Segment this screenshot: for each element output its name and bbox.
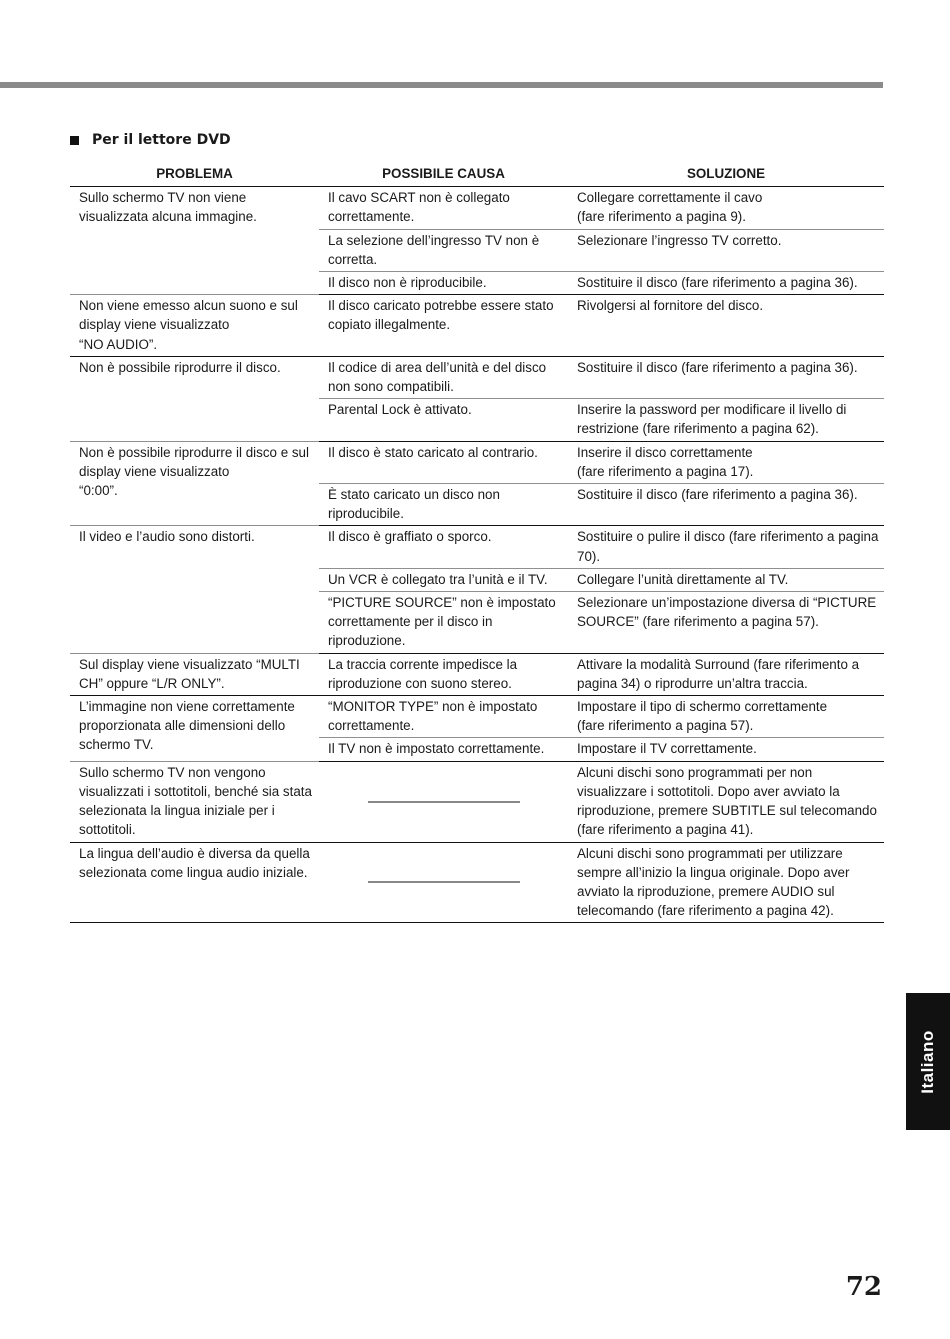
cause-cell: Il TV non è impostato correttamente. — [319, 738, 568, 761]
cause-cell: È stato caricato un disco non riproducibile. — [319, 484, 568, 526]
table-row — [70, 441, 884, 483]
cause-cell: Parental Lock è attivato. — [319, 399, 568, 441]
empty-cause-line — [368, 882, 520, 883]
problem-cell: Sullo schermo TV non vengono visualizzati i sottotitoli, benché sia stata selezionata la lingua iniziale per i sottotitoli. — [70, 761, 319, 842]
header-problem: PROBLEMA — [70, 162, 319, 187]
problem-cell: Non è possibile riprodurre il disco. — [70, 356, 319, 441]
header-solution: SOLUZIONE — [568, 162, 884, 187]
cause-cell-empty — [319, 842, 568, 923]
cause-cell: Il disco è graffiato o sporco. — [319, 526, 568, 568]
square-bullet-icon — [70, 136, 79, 145]
cause-cell: “PICTURE SOURCE” non è impostato correttamente per il disco in riproduzione. — [319, 592, 568, 654]
solution-cell: Sostituire o pulire il disco (fare riferimento a pagina 70). — [568, 526, 884, 568]
language-tab-label: Italiano — [918, 1029, 938, 1094]
problem-cell: La lingua dell’audio è diversa da quella selezionata come lingua audio iniziale. — [70, 842, 319, 923]
table-row — [70, 696, 884, 738]
solution-cell: Attivare la modalità Surround (fare riferimento a pagina 34) o riprodurre un’altra traccia. — [568, 653, 884, 695]
solution-cell: Collegare correttamente il cavo (fare riferimento a pagina 9). — [568, 187, 884, 229]
table-row — [70, 295, 884, 357]
header-cause: POSSIBILE CAUSA — [319, 162, 568, 187]
problem-cell: Sullo schermo TV non viene visualizzata alcuna immagine. — [70, 187, 319, 295]
troubleshooting-table — [70, 162, 884, 923]
solution-cell: Alcuni dischi sono programmati per non visualizzare i sottotitoli. Dopo aver avviato la riproduzione, premere SUBTITLE sul telecomando (fare riferimento a pagina 41). — [568, 761, 884, 842]
table-header-row — [70, 162, 884, 187]
section-heading — [70, 132, 231, 148]
cause-cell: La traccia corrente impedisce la riproduzione con suono stereo. — [319, 653, 568, 695]
solution-cell: Selezionare l’ingresso TV corretto. — [568, 229, 884, 271]
table-row — [70, 356, 884, 398]
top-rule — [0, 82, 883, 88]
section-title: Per il lettore DVD — [92, 132, 231, 148]
cause-cell: “MONITOR TYPE” non è impostato correttamente. — [319, 696, 568, 738]
solution-cell: Impostare il TV correttamente. — [568, 738, 884, 761]
table-row — [70, 842, 884, 923]
table-row — [70, 653, 884, 695]
cause-cell: La selezione dell’ingresso TV non è corretta. — [319, 229, 568, 271]
solution-cell: Impostare il tipo di schermo correttamente (fare riferimento a pagina 57). — [568, 696, 884, 738]
problem-cell: Non viene emesso alcun suono e sul display viene visualizzato “NO AUDIO”. — [70, 295, 319, 357]
cause-cell-empty — [319, 761, 568, 842]
problem-cell: Non è possibile riprodurre il disco e sul display viene visualizzato “0:00”. — [70, 441, 319, 526]
cause-cell: Il codice di area dell’unità e del disco non sono compatibili. — [319, 356, 568, 398]
cause-cell: Il disco non è riproducibile. — [319, 272, 568, 295]
solution-cell: Sostituire il disco (fare riferimento a pagina 36). — [568, 272, 884, 295]
solution-cell: Collegare l’unità direttamente al TV. — [568, 568, 884, 591]
cause-cell: Il disco caricato potrebbe essere stato copiato illegalmente. — [319, 295, 568, 357]
table-row — [70, 187, 884, 229]
language-tab — [906, 993, 950, 1130]
solution-cell: Sostituire il disco (fare riferimento a pagina 36). — [568, 484, 884, 526]
table-body — [70, 187, 884, 923]
page-number: 72 — [845, 1272, 882, 1302]
table-row — [70, 526, 884, 568]
cause-cell: Il disco è stato caricato al contrario. — [319, 441, 568, 483]
empty-cause-line — [368, 801, 520, 802]
solution-cell: Alcuni dischi sono programmati per utilizzare sempre all’inizio la lingua originale. Dopo aver avviato la riproduzione, premere AUDIO sul telecomando (fare riferimento a pagina 42). — [568, 842, 884, 923]
table-row — [70, 761, 884, 842]
solution-cell: Sostituire il disco (fare riferimento a pagina 36). — [568, 356, 884, 398]
problem-cell: Il video e l’audio sono distorti. — [70, 526, 319, 653]
cause-cell: Il cavo SCART non è collegato correttamente. — [319, 187, 568, 229]
solution-cell: Selezionare un’impostazione diversa di “PICTURE SOURCE” (fare riferimento a pagina 57). — [568, 592, 884, 654]
solution-cell: Rivolgersi al fornitore del disco. — [568, 295, 884, 357]
problem-cell: L’immagine non viene correttamente proporzionata alle dimensioni dello schermo TV. — [70, 696, 319, 762]
solution-cell: Inserire la password per modificare il livello di restrizione (fare riferimento a pagina 62). — [568, 399, 884, 441]
cause-cell: Un VCR è collegato tra l’unità e il TV. — [319, 568, 568, 591]
problem-cell: Sul display viene visualizzato “MULTI CH” oppure “L/R ONLY”. — [70, 653, 319, 695]
solution-cell: Inserire il disco correttamente (fare riferimento a pagina 17). — [568, 441, 884, 483]
